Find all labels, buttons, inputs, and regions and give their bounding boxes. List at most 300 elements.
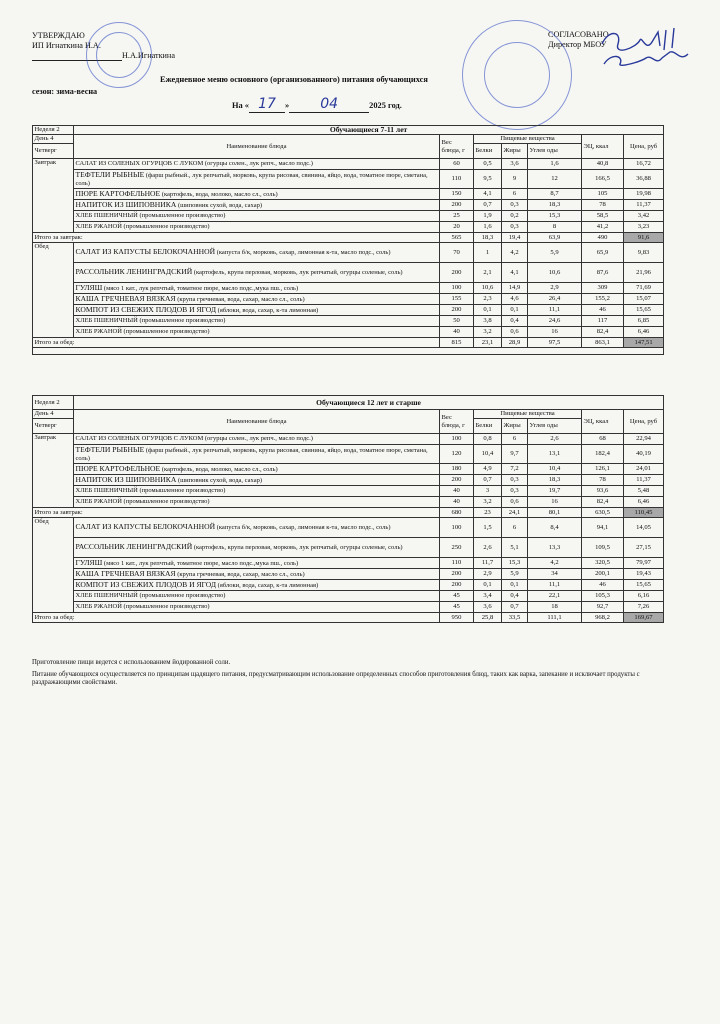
price-cell: 71,69 <box>624 283 664 294</box>
carbs-cell: 13,3 <box>528 538 582 558</box>
weight-cell: 40 <box>440 327 474 338</box>
carbs-cell: 5,9 <box>528 243 582 263</box>
total-protein: 18,3 <box>474 233 502 243</box>
protein-cell: 0,7 <box>474 475 502 486</box>
energy-cell: 105,3 <box>582 591 624 602</box>
signature-icon <box>596 22 696 70</box>
carbs-cell: 10,4 <box>528 464 582 475</box>
table-row <box>33 591 664 602</box>
fat-cell: 6 <box>502 434 528 445</box>
col-protein-header: Белки <box>474 419 502 434</box>
table-row <box>33 189 664 200</box>
fat-cell: 4,2 <box>502 243 528 263</box>
dish-cell <box>74 558 440 569</box>
price-cell: 15,07 <box>624 294 664 305</box>
table-row <box>33 200 664 211</box>
carbs-cell: 24,6 <box>528 316 582 327</box>
total-weight: 565 <box>440 233 474 243</box>
weight-cell: 45 <box>440 591 474 602</box>
dish-name: САЛАТ ИЗ КАПУСТЫ БЕЛОКОЧАННОЙ <box>75 522 216 532</box>
fat-cell: 4,6 <box>502 294 528 305</box>
price-cell: 16,72 <box>624 159 664 170</box>
dish-cell <box>74 159 440 170</box>
protein-cell: 4,9 <box>474 464 502 475</box>
price-cell: 6,16 <box>624 591 664 602</box>
price-cell: 15,65 <box>624 305 664 316</box>
col-carbs-header: Углев оды <box>528 419 582 434</box>
total-row <box>33 613 664 623</box>
weight-cell: 40 <box>440 497 474 508</box>
dish-cell <box>74 222 440 233</box>
col-nutrients-header: Пищевые вещества <box>474 410 582 419</box>
protein-cell: 10,4 <box>474 445 502 464</box>
energy-cell: 41,2 <box>582 222 624 233</box>
price-cell: 79,97 <box>624 558 664 569</box>
dish-desc: (промышленное производство) <box>139 212 226 220</box>
total-label: Итого за обед: <box>33 338 440 348</box>
total-energy: 863,1 <box>582 338 624 348</box>
fat-cell: 15,3 <box>502 558 528 569</box>
col-price-header: Цена, руб <box>624 135 664 159</box>
dish-name: КОМПОТ ИЗ СВЕЖИХ ПЛОДОВ И ЯГОД <box>75 579 217 589</box>
dish-cell <box>74 486 440 497</box>
note-iodized-salt: Приготовление пищи ведется с использованием йодированной соли. <box>32 659 231 666</box>
dish-name: ГУЛЯШ <box>75 557 103 567</box>
carbs-cell: 10,6 <box>528 263 582 283</box>
table-row <box>33 569 664 580</box>
note-diet-principles: Питание обучающихся осуществляется по принципам щадящего питания, предусматривающим использование определенных способов приготовления блюд, таких как варка, запекание и исключает продукты с раздражающими свойствами. <box>32 671 640 686</box>
dish-desc: (шиповник сухой, вода, сахар) <box>177 201 262 209</box>
table-row <box>33 327 664 338</box>
dish-name: НАПИТОК ИЗ ШИПОВНИКА <box>75 199 177 209</box>
price-cell: 11,37 <box>624 475 664 486</box>
fat-cell: 0,1 <box>502 580 528 591</box>
table-row <box>33 434 664 445</box>
date-prefix: На « <box>232 101 249 110</box>
price-cell: 11,37 <box>624 200 664 211</box>
weight-cell: 200 <box>440 580 474 591</box>
protein-cell: 2,9 <box>474 569 502 580</box>
dish-desc: (картофель, крупа перловая, морковь, лук репчатый, огурцы соленые, соль) <box>193 269 403 277</box>
energy-cell: 46 <box>582 580 624 591</box>
carbs-cell: 2,6 <box>528 434 582 445</box>
spacer-row <box>33 348 664 355</box>
fat-cell: 14,9 <box>502 283 528 294</box>
protein-cell: 2,6 <box>474 538 502 558</box>
dish-name: ХЛЕБ ПШЕНИЧНЫЙ <box>75 317 138 325</box>
energy-cell: 92,7 <box>582 602 624 613</box>
col-weight-header: Вес блюда, г <box>440 410 474 434</box>
total-protein: 23,1 <box>474 338 502 348</box>
dish-cell <box>74 602 440 613</box>
dish-desc: (яблоки, вода, сахар, к-та лимонная) <box>217 306 319 314</box>
protein-cell: 0,8 <box>474 434 502 445</box>
dish-cell <box>74 211 440 222</box>
table-row <box>33 263 664 283</box>
weight-cell: 250 <box>440 538 474 558</box>
date-year: 2025 год. <box>369 101 402 110</box>
dish-name: РАССОЛЬНИК ЛЕНИНГРАДСКИЙ <box>75 542 193 552</box>
col-nutrients-header: Пищевые вещества <box>474 135 582 144</box>
protein-cell: 1,5 <box>474 518 502 538</box>
total-fat: 24,1 <box>502 508 528 518</box>
dish-cell <box>74 434 440 445</box>
weight-cell: 200 <box>440 305 474 316</box>
table-row <box>33 305 664 316</box>
dish-desc: (картофель, крупа перловая, морковь, лук репчатый, огурцы соленые, соль) <box>193 544 403 552</box>
protein-cell: 3,4 <box>474 591 502 602</box>
energy-cell: 94,1 <box>582 518 624 538</box>
dish-desc: (мясо 1 кат., лук репчтый, томатное пюре, масло подс.,мука пш., соль) <box>103 284 299 292</box>
protein-cell: 3 <box>474 486 502 497</box>
season-label: сезон: зима-весна <box>32 87 98 96</box>
carbs-cell: 26,4 <box>528 294 582 305</box>
table-row <box>33 464 664 475</box>
fat-cell: 0,1 <box>502 305 528 316</box>
dish-name: ХЛЕБ РЖАНОЙ <box>75 223 122 231</box>
total-energy: 968,2 <box>582 613 624 623</box>
dish-name: ТЕФТЕЛИ РЫБНЫЕ <box>75 445 145 455</box>
table-row <box>33 294 664 305</box>
dish-cell <box>74 243 440 263</box>
energy-cell: 182,4 <box>582 445 624 464</box>
dish-desc: (картофель, вода, молоко, масло сл., соль) <box>161 190 278 198</box>
date-month: 04 <box>320 96 339 112</box>
dish-name: ХЛЕБ РЖАНОЙ <box>75 603 122 611</box>
weight-cell: 150 <box>440 189 474 200</box>
protein-cell: 0,1 <box>474 580 502 591</box>
fat-cell: 0,3 <box>502 222 528 233</box>
dish-desc: (картофель, вода, молоко, масло сл., соль) <box>161 465 278 473</box>
dish-name: КАША ГРЕЧНЕВАЯ ВЯЗКАЯ <box>75 568 176 578</box>
total-carbs: 63,9 <box>528 233 582 243</box>
weight-cell: 25 <box>440 211 474 222</box>
energy-cell: 126,1 <box>582 464 624 475</box>
dish-desc: (яблоки, вода, сахар, к-та лимонная) <box>217 581 319 589</box>
total-price: 169,67 <box>624 613 664 623</box>
total-energy: 490 <box>582 233 624 243</box>
carbs-cell: 8,4 <box>528 518 582 538</box>
table-row <box>33 445 664 464</box>
dish-name: ТЕФТЕЛИ РЫБНЫЕ <box>75 170 145 180</box>
week-label: Неделя 2 <box>33 126 74 135</box>
dish-desc: (промышленное производство) <box>123 603 210 611</box>
total-energy: 630,5 <box>582 508 624 518</box>
weekday-label: Четверг <box>33 144 74 159</box>
total-carbs: 111,1 <box>528 613 582 623</box>
col-energy-header: ЭЦ, ккал <box>582 410 624 434</box>
energy-cell: 40,8 <box>582 159 624 170</box>
weekday-label: Четверг <box>33 419 74 434</box>
total-row <box>33 233 664 243</box>
fat-cell: 4,1 <box>502 263 528 283</box>
table-row <box>33 170 664 189</box>
carbs-cell: 34 <box>528 569 582 580</box>
meal-label: Завтрак <box>33 434 74 508</box>
fat-cell: 5,1 <box>502 538 528 558</box>
dish-cell <box>74 263 440 283</box>
dish-name: КАША ГРЕЧНЕВАЯ ВЯЗКАЯ <box>75 293 176 303</box>
carbs-cell: 1,6 <box>528 159 582 170</box>
dish-cell <box>74 200 440 211</box>
dish-desc: (промышленное производство) <box>123 328 210 336</box>
fat-cell: 0,6 <box>502 327 528 338</box>
group-title: Обучающиеся 12 лет и старше <box>74 396 664 410</box>
dish-name: ХЛЕБ ПШЕНИЧНЫЙ <box>75 487 138 495</box>
dish-name: ХЛЕБ РЖАНОЙ <box>75 328 122 336</box>
energy-cell: 200,1 <box>582 569 624 580</box>
dish-cell <box>74 569 440 580</box>
price-cell: 7,26 <box>624 602 664 613</box>
price-cell: 19,98 <box>624 189 664 200</box>
total-carbs: 80,1 <box>528 508 582 518</box>
energy-cell: 87,6 <box>582 263 624 283</box>
carbs-cell: 8,7 <box>528 189 582 200</box>
total-carbs: 97,5 <box>528 338 582 348</box>
total-label: Итого за завтрак: <box>33 508 440 518</box>
weight-cell: 40 <box>440 486 474 497</box>
carbs-cell: 19,7 <box>528 486 582 497</box>
fat-cell: 5,9 <box>502 569 528 580</box>
table-row <box>33 475 664 486</box>
dish-cell <box>74 305 440 316</box>
table-row <box>33 602 664 613</box>
date-mid: » <box>284 101 290 110</box>
dish-desc: (крупа гречневая, вода, сахар, масло сл., соль) <box>177 570 305 578</box>
fat-cell: 0,7 <box>502 602 528 613</box>
approved-org: ИП Игнаткина Н.А. <box>32 41 101 50</box>
dish-desc: (промышленное производство) <box>139 592 226 600</box>
total-fat: 28,9 <box>502 338 528 348</box>
weight-cell: 200 <box>440 200 474 211</box>
energy-cell: 109,5 <box>582 538 624 558</box>
dish-desc: (крупа гречневая, вода, сахар, масло сл., соль) <box>177 295 305 303</box>
weight-cell: 60 <box>440 159 474 170</box>
total-price: 110,45 <box>624 508 664 518</box>
protein-cell: 1 <box>474 243 502 263</box>
dish-name: ХЛЕБ РЖАНОЙ <box>75 498 122 506</box>
price-cell: 14,05 <box>624 518 664 538</box>
dish-desc: (промышленное производство) <box>123 498 210 506</box>
date-day: 17 <box>258 96 276 112</box>
total-fat: 33,5 <box>502 613 528 623</box>
fat-cell: 0,4 <box>502 591 528 602</box>
price-cell: 3,23 <box>624 222 664 233</box>
fat-cell: 0,3 <box>502 486 528 497</box>
meal-label: Обед <box>33 518 74 613</box>
weight-cell: 180 <box>440 464 474 475</box>
dish-cell <box>74 518 440 538</box>
energy-cell: 68 <box>582 434 624 445</box>
week-label: Неделя 2 <box>33 396 74 410</box>
price-cell: 6,46 <box>624 327 664 338</box>
price-cell: 24,01 <box>624 464 664 475</box>
weight-cell: 120 <box>440 445 474 464</box>
col-price-header: Цена, руб <box>624 410 664 434</box>
menu-table-7-11 <box>32 125 664 355</box>
weight-cell: 100 <box>440 518 474 538</box>
weight-cell: 45 <box>440 602 474 613</box>
total-label: Итого за завтрак: <box>33 233 440 243</box>
fat-cell: 9,7 <box>502 445 528 464</box>
dish-desc: (капуста б/к, морковь, сахар, лимонная к-та, масло подс., соль) <box>215 524 391 532</box>
dish-cell <box>74 294 440 305</box>
protein-cell: 3,2 <box>474 327 502 338</box>
fat-cell: 0,4 <box>502 316 528 327</box>
protein-cell: 9,5 <box>474 170 502 189</box>
table-row <box>33 580 664 591</box>
table-row <box>33 486 664 497</box>
col-name-header: Наименование блюда <box>74 410 440 434</box>
protein-cell: 1,9 <box>474 211 502 222</box>
protein-cell: 2,3 <box>474 294 502 305</box>
dish-cell <box>74 170 440 189</box>
dish-name: САЛАТ ИЗ КАПУСТЫ БЕЛОКОЧАННОЙ <box>75 247 216 257</box>
total-label: Итого за обед: <box>33 613 440 623</box>
carbs-cell: 16 <box>528 497 582 508</box>
dish-desc: (огурцы солен., лук репч., масло подс.) <box>204 435 313 443</box>
weight-cell: 155 <box>440 294 474 305</box>
energy-cell: 78 <box>582 475 624 486</box>
protein-cell: 0,7 <box>474 200 502 211</box>
col-protein-header: Белки <box>474 144 502 159</box>
price-cell: 21,96 <box>624 263 664 283</box>
table-row <box>33 538 664 558</box>
dish-name: РАССОЛЬНИК ЛЕНИНГРАДСКИЙ <box>75 267 193 277</box>
dish-desc: (промышленное производство) <box>139 317 226 325</box>
carbs-cell: 22,1 <box>528 591 582 602</box>
fat-cell: 6 <box>502 518 528 538</box>
date-line <box>232 96 402 113</box>
energy-cell: 82,4 <box>582 327 624 338</box>
carbs-cell: 18 <box>528 602 582 613</box>
table-row <box>33 211 664 222</box>
table-row <box>33 159 664 170</box>
dish-cell <box>74 327 440 338</box>
weight-cell: 110 <box>440 170 474 189</box>
day-label: День 4 <box>33 410 74 419</box>
carbs-cell: 13,1 <box>528 445 582 464</box>
dish-desc: (мясо 1 кат., лук репчтый, томатное пюре, масло подс.,мука пш., соль) <box>103 559 299 567</box>
table-row <box>33 222 664 233</box>
dish-desc: (промышленное производство) <box>139 487 226 495</box>
price-cell: 15,65 <box>624 580 664 591</box>
energy-cell: 46 <box>582 305 624 316</box>
price-cell: 19,43 <box>624 569 664 580</box>
day-label: День 4 <box>33 135 74 144</box>
protein-cell: 10,6 <box>474 283 502 294</box>
col-fat-header: Жиры <box>502 144 528 159</box>
dish-name: КОМПОТ ИЗ СВЕЖИХ ПЛОДОВ И ЯГОД <box>75 304 217 314</box>
total-row <box>33 508 664 518</box>
approved-label: УТВЕРЖДАЮ <box>32 31 85 40</box>
carbs-cell: 18,3 <box>528 475 582 486</box>
approved-name: Н.А.Игнаткина <box>122 51 175 60</box>
total-weight: 680 <box>440 508 474 518</box>
price-cell: 6,46 <box>624 497 664 508</box>
protein-cell: 1,6 <box>474 222 502 233</box>
dish-cell <box>74 189 440 200</box>
price-cell: 3,42 <box>624 211 664 222</box>
dish-cell <box>74 464 440 475</box>
dish-desc: (огурцы солен., лук репч., масло подс.) <box>204 160 313 168</box>
weight-cell: 20 <box>440 222 474 233</box>
table-row <box>33 316 664 327</box>
total-protein: 25,8 <box>474 613 502 623</box>
dish-desc: (фарш рыбный., лук репчатый, морковь, крупа рисовая, свинина, яйцо, вода, томатное пюре, сметана, соль) <box>75 447 428 462</box>
price-cell: 6,85 <box>624 316 664 327</box>
protein-cell: 0,5 <box>474 159 502 170</box>
fat-cell: 0,3 <box>502 200 528 211</box>
carbs-cell: 16 <box>528 327 582 338</box>
total-weight: 815 <box>440 338 474 348</box>
col-weight-header: Вес блюда, г <box>440 135 474 159</box>
dish-cell <box>74 580 440 591</box>
dish-desc: (промышленное производство) <box>123 223 210 231</box>
dish-name: ПЮРЕ КАРТОФЕЛЬНОЕ <box>75 463 161 473</box>
protein-cell: 4,1 <box>474 189 502 200</box>
table-row <box>33 283 664 294</box>
dish-name: ПЮРЕ КАРТОФЕЛЬНОЕ <box>75 188 161 198</box>
protein-cell: 11,7 <box>474 558 502 569</box>
menu-table-12-plus <box>32 395 664 623</box>
table-row <box>33 243 664 263</box>
dish-name: САЛАТ ИЗ СОЛЕНЫХ ОГУРЦОВ С ЛУКОМ <box>75 160 204 168</box>
price-cell: 9,83 <box>624 243 664 263</box>
energy-cell: 58,5 <box>582 211 624 222</box>
energy-cell: 105 <box>582 189 624 200</box>
dish-cell <box>74 445 440 464</box>
dish-name: НАПИТОК ИЗ ШИПОВНИКА <box>75 474 177 484</box>
price-cell: 22,94 <box>624 434 664 445</box>
seal-stamp-right-inner <box>484 42 550 108</box>
protein-cell: 0,1 <box>474 305 502 316</box>
weight-cell: 100 <box>440 434 474 445</box>
fat-cell: 9 <box>502 170 528 189</box>
weight-cell: 200 <box>440 475 474 486</box>
fat-cell: 0,3 <box>502 475 528 486</box>
energy-cell: 309 <box>582 283 624 294</box>
dish-cell <box>74 316 440 327</box>
weight-cell: 200 <box>440 569 474 580</box>
price-cell: 36,88 <box>624 170 664 189</box>
carbs-cell: 2,9 <box>528 283 582 294</box>
protein-cell: 3,2 <box>474 497 502 508</box>
protein-cell: 3,6 <box>474 602 502 613</box>
agreed-label: СОГЛАСОВАНО <box>548 30 609 39</box>
protein-cell: 2,1 <box>474 263 502 283</box>
carbs-cell: 4,2 <box>528 558 582 569</box>
dish-name: ХЛЕБ ПШЕНИЧНЫЙ <box>75 212 138 220</box>
group-title: Обучающиеся 7-11 лет <box>74 126 664 135</box>
energy-cell: 93,6 <box>582 486 624 497</box>
dish-cell <box>74 475 440 486</box>
dish-cell <box>74 591 440 602</box>
energy-cell: 117 <box>582 316 624 327</box>
total-price: 147,51 <box>624 338 664 348</box>
dish-name: САЛАТ ИЗ СОЛЕНЫХ ОГУРЦОВ С ЛУКОМ <box>75 435 204 443</box>
dish-cell <box>74 283 440 294</box>
col-fat-header: Жиры <box>502 419 528 434</box>
col-carbs-header: Углев оды <box>528 144 582 159</box>
energy-cell: 78 <box>582 200 624 211</box>
price-cell: 5,48 <box>624 486 664 497</box>
weight-cell: 70 <box>440 243 474 263</box>
total-weight: 950 <box>440 613 474 623</box>
fat-cell: 0,2 <box>502 211 528 222</box>
meal-label: Завтрак <box>33 159 74 233</box>
dish-cell <box>74 538 440 558</box>
